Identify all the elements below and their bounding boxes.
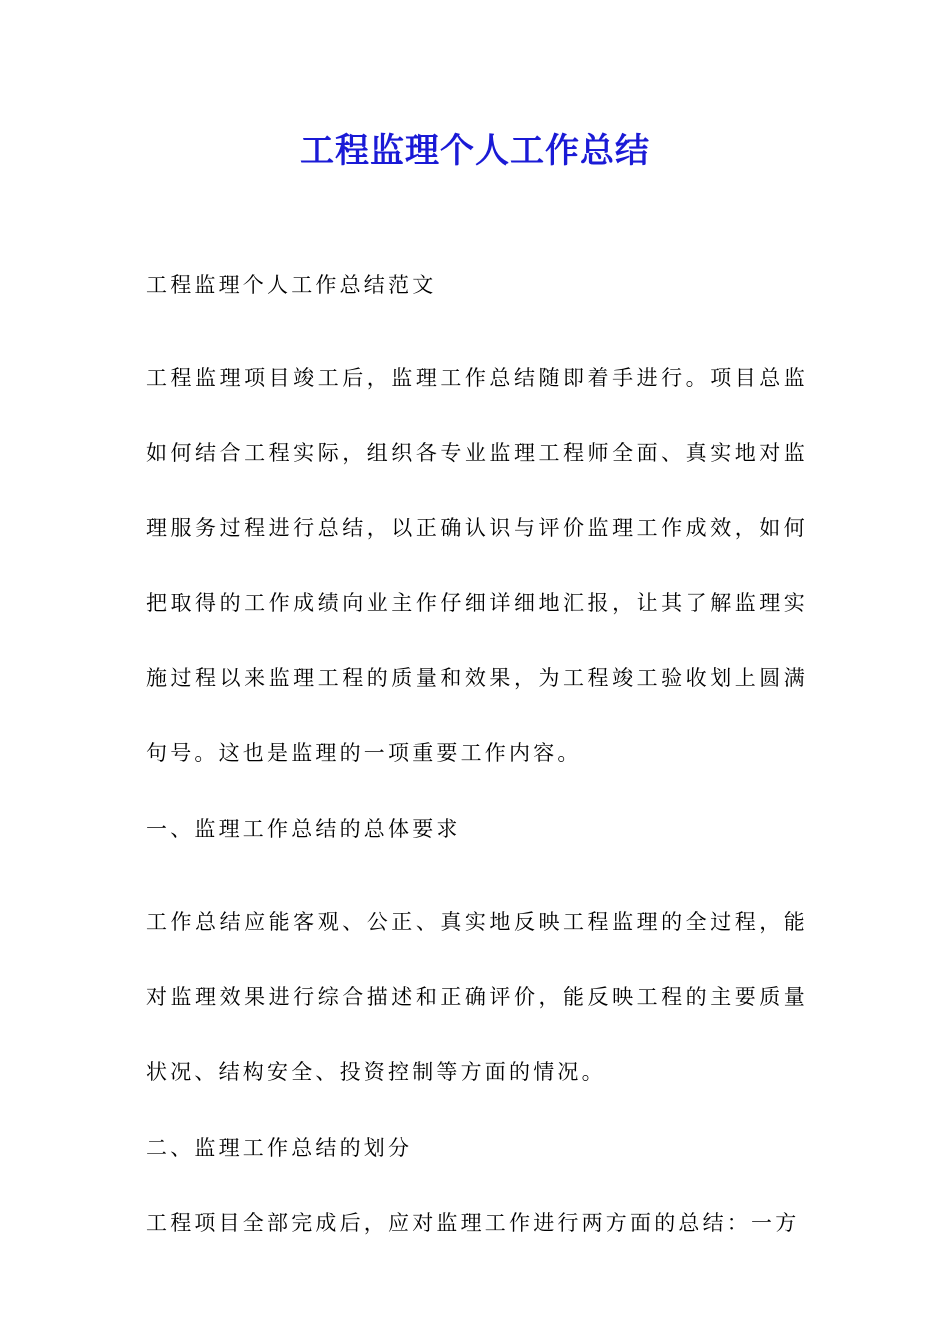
document-title: 工程监理个人工作总结: [300, 131, 650, 171]
document-body: [146, 266, 808, 1242]
section-heading-2: 二、监理工作总结的划分: [146, 1136, 413, 1160]
section-2-paragraph: 工程项目全部完成后，应对监理工作进行两方面的总结：一方: [146, 1211, 800, 1235]
subtitle-paragraph: 工程监理个人工作总结范文: [146, 273, 437, 297]
section-heading-1: 一、监理工作总结的总体要求: [146, 817, 461, 841]
section-1-paragraph: 工作总结应能客观、公正、真实地反映工程监理的全过程，能对监理效果进行综合描述和正确评价，能反映工程的主要质量状况、结构安全、投资控制等方面的情况。: [146, 910, 808, 1084]
intro-paragraph: 工程监理项目竣工后，监理工作总结随即着手进行。项目总监如何结合工程实际，组织各专业监理工程师全面、真实地对监理服务过程进行总结，以正确认识与评价监理工作成效，如何把取得的工作成绩向业主作仔细详细地汇报，让其了解监理实施过程以来监理工程的质量和效果，为工程竣工验收划上圆满句号。这也是监理的一项重要工作内容。: [146, 366, 808, 765]
